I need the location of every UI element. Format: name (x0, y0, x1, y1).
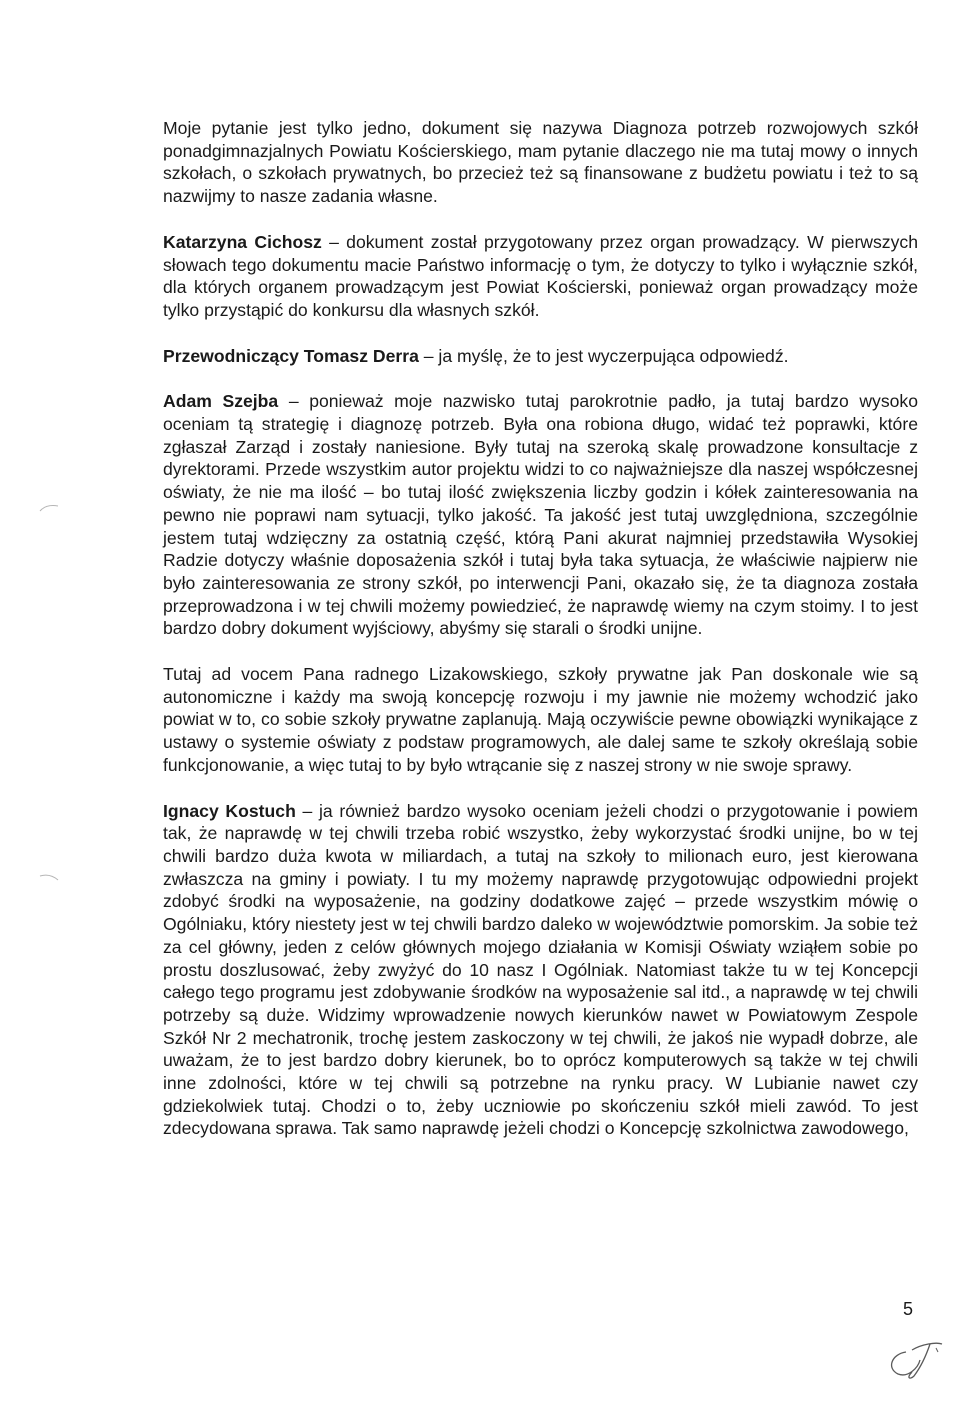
paragraph-text: – dokument został przygotowany przez organ prowadzący. W pierwszych słowach tego dokumentu macie Państwo informację o tym, że dotyczy to tylko i wyłącznie szkół, dla których organem prowadzącym jest Powiat Kościerski, ponieważ organ prowadzący może tylko przystąpić do konkursu dla własnych szkół. (163, 231, 918, 320)
paragraph-text: – ja myślę, że to jest wyczerpująca odpowiedź. (418, 345, 789, 366)
paragraph (163, 231, 918, 322)
document-body (163, 117, 918, 1163)
paragraph-text: – ja również bardzo wysoko oceniam jeżeli chodzi o przygotowanie i powiem tak, że naprawdę w tej chwili trzeba robić wszystko, żeby wykorzystać środki unijne, bo w tej chwili bardzo duża kwota w miliardach, a tutaj na szkoły to milionach euro, jest kierowana zwłaszcza na gminy i powiaty. I tu my możemy naprawdę przygotowując odpowiedni projekt zdobyć środki na wyposażenie, na godziny dodatkowe zajęć – przede wszystkim mówię o Ogólniaku, który niestety jest w tej chwili bardzo daleko w województwie pomorskim. Ja sobie też za cel główny, jeden z celów głównych mojego działania w Komisji Oświaty wziąłem sobie po prostu doszlusować, żeby zwyżyć do 10 nasz I Ogólniak. Natomiast także tu w tej Koncepcji całego tego programu jest zdobywanie środków na wyposażenie sal itd., a naprawdę w tej chwili potrzeby są duże. Widzimy wprowadzenie nowych kierunków nawet w Powiatowym Zespole Szkół Nr 2 mechatronik, trochę jestem zaskoczony w tej chwili, że jakoś nie wypadł dobrze, ale uważam, że to jest bardzo dobry kierunek, bo to oprócz komputerowych są także w tej chwili inne zdolności, które w tej chwili są potrzebne na rynku pracy. W Lubianie nawet czy gdziekolwiek tutaj. Chodzi o to, żeby uczniowie po skończeniu szkół mieli zawód. To jest zdecydowana sprawa. Tak samo naprawdę jeżeli chodzi o Koncepcję szkolnictwa zawodowego, (163, 800, 918, 1139)
speaker-name: Adam Szejba (163, 391, 279, 412)
paragraph-text: Moje pytanie jest tylko jedno, dokument się nazywa Diagnoza potrzeb rozwojowych szkół ponadgimnazjalnych Powiatu Kościerskiego, mam pytanie dlaczego nie ma tutaj mowy o innych szkołach, o szkołach prywatnych, bo przecież też są finansowane z budżetu powiatu i też to są nazwijmy to nasze zadania własne. (163, 118, 918, 207)
speaker-name: Przewodniczący Tomasz Derra (163, 345, 419, 366)
margin-mark (38, 872, 60, 882)
speaker-name: Ignacy Kostuch (163, 800, 296, 821)
paragraph (163, 663, 918, 777)
paragraph-text: – ponieważ moje nazwisko tutaj parokrotnie padło, ja tutaj bardzo wysoko oceniam tą strategię i diagnozę potrzeb. Była ona robiona długo, widać też poprawki, które zgłaszał Zarząd i zostały naniesione. Były tutaj na szeroką skalę prowadzone konsultacje z dyrektorami. Przede wszystkim autor projektu widzi to co najważniejsze dla naszej współczesnej oświaty, że nie ma ilość – bo tutaj ilość zwiększenia liczby godzin i kółek zainteresowania na pewno nie poprawi nam sytuacji, tylko jakość. Ta jakość jest tutaj uwzględniona, szczególnie jestem tutaj wdzięczny za ostatnią część, którą Pani akurat najmniej przedstawiła Wysokiej Radzie dotyczy właśnie doposażenia szkół i tutaj była taka sytuacja, że właściwie najpierw nie było zainteresowania ze strony szkół, po interwencji Pani, okazało się, że ta diagnoza została przeprowadzona i w tej chwili możemy powiedzieć, że naprawdę wiemy na czym stoimy. I to jest bardzo dobry dokument wyjściowy, abyśmy się starali o środki unijne. (163, 391, 918, 639)
paragraph (163, 390, 918, 640)
paragraph (163, 345, 918, 368)
paragraph (163, 800, 918, 1141)
margin-mark (38, 503, 60, 513)
signature-initials (878, 1330, 948, 1390)
speaker-name: Katarzyna Cichosz (163, 231, 322, 252)
paragraph-text: Tutaj ad vocem Pana radnego Lizakowskiego, szkoły prywatne jak Pan doskonale wie są autonomiczne i każdy ma swoją koncepcję rozwoju i my jawnie nie możemy wchodzić jako powiat w to, co sobie szkoły prywatne zaplanują. Mają oczywiście pewne obowiązki wynikające z ustawy o systemie oświaty z podstaw programowych, ale dalej same te szkoły określają sobie funkcjonowanie, a więc tutaj to by było wtrącanie się z naszej strony w nie swoje sprawy. (163, 664, 918, 775)
page-number: 5 (903, 1299, 914, 1319)
paragraph (163, 117, 918, 208)
